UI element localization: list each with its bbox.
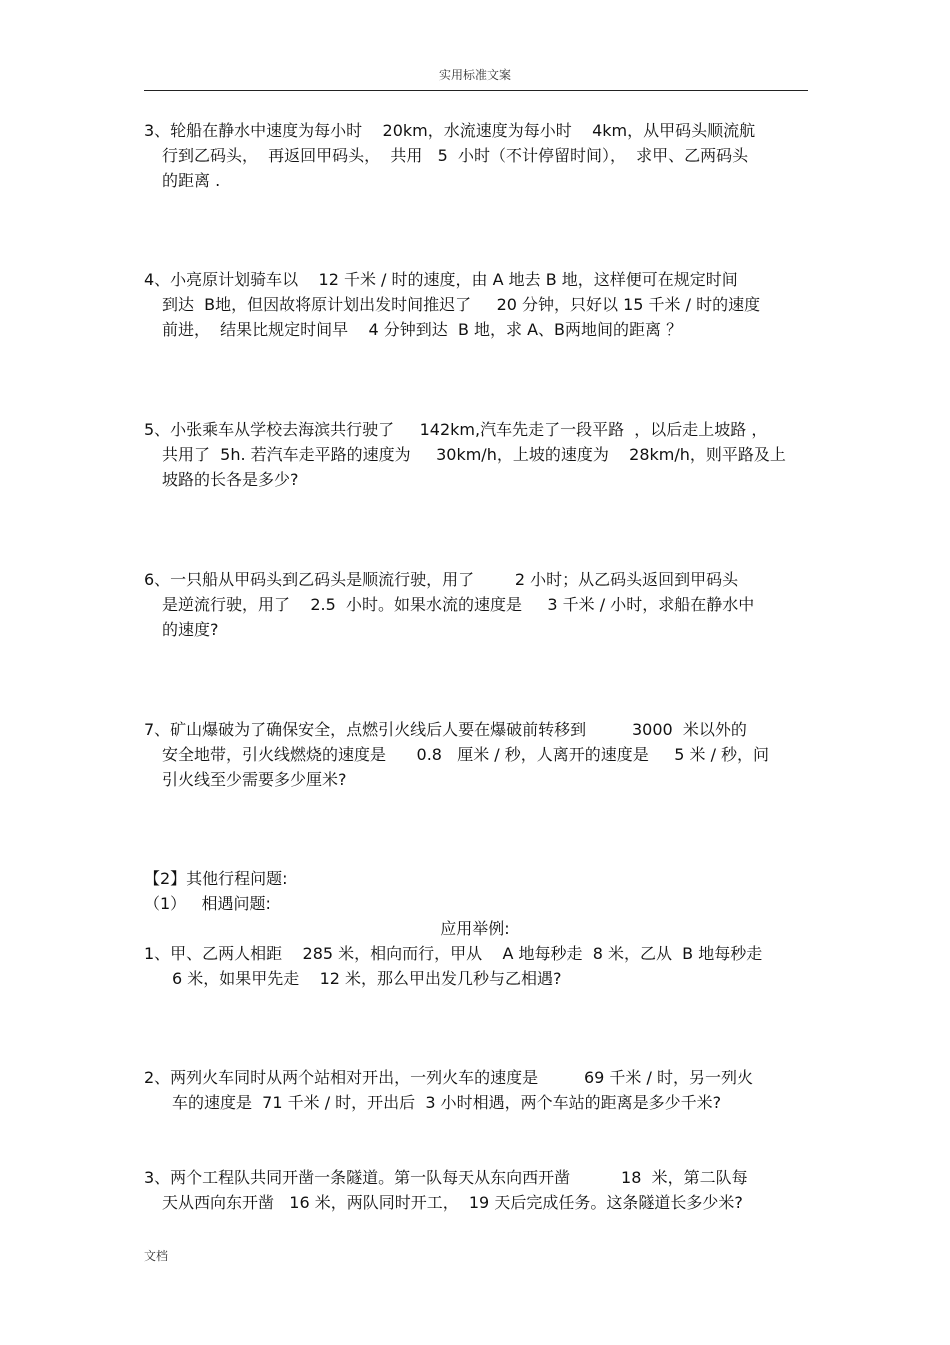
problem-line: 共用了 5h. 若汽车走平路的速度为 30km/h，上坡的速度为 28km/h，则平路及上: [162, 445, 786, 464]
header-rule: [144, 90, 808, 91]
problem-3: [144, 118, 808, 193]
page-footer: 文档: [144, 1249, 169, 1263]
problem-line: 前进， 结果比规定时间早 4 分钟到达 B 地，求 A、B两地间的距离 ？: [162, 320, 683, 339]
problem-line: 的速度?: [162, 620, 219, 639]
problem-line: 安全地带，引火线燃烧的速度是 0.8 厘米 / 秒，人离开的速度是 5 米 / 秒，问: [162, 745, 770, 764]
problem-line: 1、甲、乙两人相距 285 米，相向而行，甲从 A 地每秒走 8 米，乙从 B 地每秒走: [144, 944, 763, 963]
problem-line: 引火线至少需要多少厘米?: [162, 770, 347, 789]
problem-line: 坡路的长各是多少?: [162, 470, 299, 489]
problem-line: 行到乙码头， 再返回甲码头， 共用 5 小时（不计停留时间）， 求甲、乙两码头: [162, 146, 749, 165]
problem-line: 2、两列火车同时从两个站相对开出，一列火车的速度是 69 千米 / 时，另一列火: [144, 1068, 753, 1087]
problem-line: 4、小亮原计划骑车以 12 千米 / 时的速度，由 A 地去 B 地，这样便可在规定时间: [144, 270, 738, 289]
problem-7: [144, 717, 808, 792]
problem-4: [144, 267, 808, 342]
section-heading: 【2】其他行程问题:: [144, 869, 288, 888]
meeting-problem-3: [144, 1165, 808, 1215]
problem-line: 7、矿山爆破为了确保安全，点燃引火线后人要在爆破前转移到 3000 米以外的: [144, 720, 747, 739]
page-header: 实用标准文案: [438, 68, 511, 82]
problem-line: 车的速度是 71 千米 / 时，开出后 3 小时相遇，两个车站的距离是多少千米?: [172, 1093, 722, 1112]
problem-line: 3、两个工程队共同开凿一条隧道。第一队每天从东向西开凿 18 米，第二队每: [144, 1168, 748, 1187]
problem-line: 天从西向东开凿 16 米，两队同时开工， 19 天后完成任务。这条隧道长多少米?: [162, 1193, 743, 1212]
example-label: 应用举例:: [440, 919, 510, 938]
problem-line: 是逆流行驶，用了 2.5 小时。如果水流的速度是 3 千米 / 小时，求船在静水中: [162, 595, 755, 614]
problem-line: 3、轮船在静水中速度为每小时 20km，水流速度为每小时 4km，从甲码头顺流航: [144, 121, 756, 140]
problem-5: [144, 417, 808, 492]
meeting-problem-1: [144, 941, 808, 991]
problem-6: [144, 567, 808, 642]
section-subheading: （1） 相遇问题:: [144, 894, 271, 913]
problem-line: 6、一只船从甲码头到乙码头是顺流行驶，用了 2 小时；从乙码头返回到甲码头: [144, 570, 739, 589]
meeting-problem-2: [144, 1065, 808, 1115]
problem-line: 到达 B地，但因故将原计划出发时间推迟了 20 分钟，只好以 15 千米 / 时的速度: [162, 295, 761, 314]
problem-line: 的距离 .: [162, 171, 221, 190]
problem-line: 5、小张乘车从学校去海滨共行驶了 142km,汽车先走了一段平路 ，以后走上坡路 ，: [144, 420, 768, 439]
problem-line: 6 米，如果甲先走 12 米，那么甲出发几秒与乙相遇?: [172, 969, 562, 988]
